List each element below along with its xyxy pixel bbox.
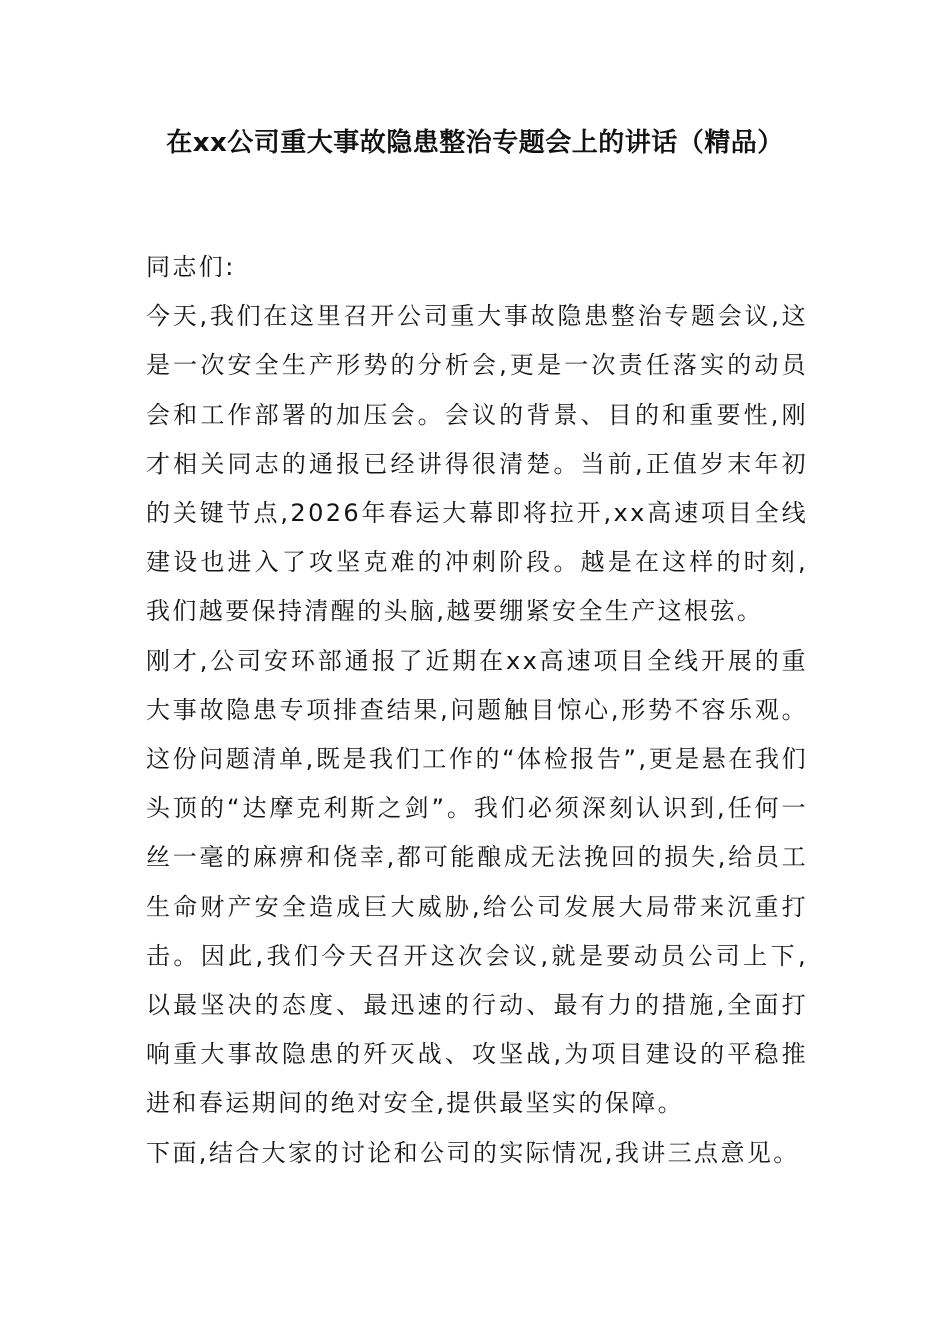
document-title: 在xx公司重大事故隐患整治专题会上的讲话（精品） (166, 128, 784, 158)
paragraph-inspection-results: 刚才,公司安环部通报了近期在xx高速项目全线开展的重大事故隐患专项排查结果,问题触目惊心,形势不容乐观。这份问题清单,既是我们工作的“体检报告”,更是悬在我们头顶的“达摩克利斯之剑”。我们必须深刻认识到,任何一丝一毫的麻痹和侥幸,都可能酿成无法挽回的损失,给员工生命财产安全造成巨大威胁,给公司发展大局带来沉重打击。因此,我们今天召开这次会议,就是要动员公司上下,以最坚决的态度、最迅速的行动、最有力的措施,全面打响重大事故隐患的歼灭战、攻坚战,为项目建设的平稳推进和春运期间的绝对安全,提供最坚实的保障。 (146, 646, 808, 1118)
paragraph-opening: 今天,我们在这里召开公司重大事故隐患整治专题会议,这是一次安全生产形势的分析会,更是一次责任落实的动员会和工作部署的加压会。会议的背景、目的和重要性,刚才相关同志的通报已经讲得很清楚。当前,正值岁末年初的关键节点,2026年春运大幕即将拉开,xx高速项目全线建设也进入了攻坚克难的冲刺阶段。越是在这样的时刻,我们越要保持清醒的头脑,越要绷紧安全生产这根弦。 (146, 302, 808, 626)
salutation: 同志们: (146, 253, 236, 281)
paragraph-transition: 下面,结合大家的讨论和公司的实际情况,我讲三点意见。 (146, 1138, 800, 1167)
document-body (146, 243, 808, 1178)
